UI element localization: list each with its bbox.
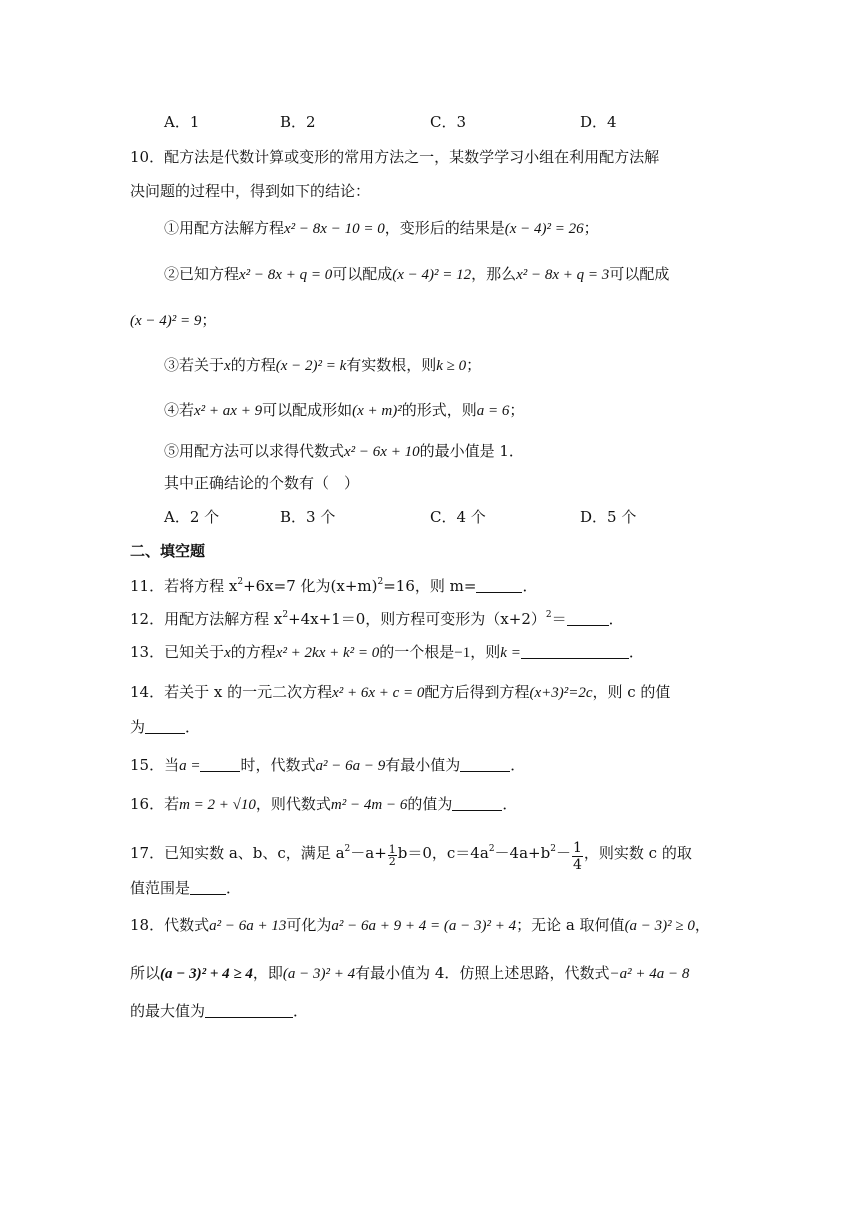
q10-conclusion-2-cont: (x − 4)² = 9；	[130, 311, 217, 329]
q10-stem-line1: 10．配方法是代数计算或变形的常用方法之一，某数学学习小组在利用配方法解	[130, 148, 660, 166]
q17-answer-blank[interactable]	[190, 880, 226, 895]
q17-cont: 值范围是 ．	[130, 879, 242, 897]
q10-option-c: C．4 个	[430, 508, 486, 526]
q10-conclusion-2: ②已知方程x² − 8x + q = 0可以配成(x − 4)² = 12，那么x² − 8x + q = 3可以配成	[164, 265, 670, 283]
fraction-half: $\frac{1}{2}$	[388, 843, 396, 868]
q18-answer-blank[interactable]	[205, 1003, 293, 1018]
q9-option-d: D．4	[580, 113, 617, 131]
fraction-quarter: $\frac{1}{4}$	[572, 840, 582, 873]
q11-answer-blank[interactable]	[476, 578, 522, 593]
q14: 14．若关于 x 的一元二次方程x² + 6x + c = 0配方后得到方程(x+3)²=2c，则 c 的值	[130, 683, 671, 701]
q9-option-c: C．3	[430, 113, 467, 131]
q10-option-b: B．3 个	[280, 508, 336, 526]
q14-answer-blank[interactable]	[145, 719, 185, 734]
q13-answer-blank[interactable]	[521, 644, 629, 659]
q10-conclusion-1: ①用配方法解方程x² − 8x − 10 = 0，变形后的结果是(x − 4)² = 26；	[164, 219, 599, 237]
q12-answer-blank[interactable]	[567, 611, 609, 626]
q11: 11．若将方程 $x^2+6x=7$ 化为$(x+m)^2=16$，则 m= ．	[130, 577, 538, 595]
q10-question: 其中正确结论的个数有（ ）	[164, 474, 360, 492]
q18-line2: 所以(a − 3)² + 4 ≥ 4，即(a − 3)² + 4有最小值为 4．仿照上述思路，代数式−a² + 4a − 8	[130, 964, 690, 982]
q9-option-a: A．1	[164, 113, 200, 131]
q10-stem-line2: 决问题的过程中，得到如下的结论：	[130, 182, 371, 200]
q10-c1-result: (x − 4)² = 26	[504, 221, 584, 237]
q18-line3: 的最大值为 ．	[130, 1002, 309, 1020]
q9-option-b: B．2	[280, 113, 316, 131]
q10-conclusion-4: ④若x² + ax + 9可以配成形如(x + m)²的形式，则a = 6；	[164, 401, 525, 419]
q18-line1: 18．代数式a² − 6a + 13可化为a² − 6a + 9 + 4 = (a − 3)² + 4；无论 a 取何值(a − 3)² ≥ 0，	[130, 916, 710, 934]
q10-option-a: A．2 个	[164, 508, 220, 526]
q14-cont: 为 ．	[130, 718, 201, 736]
q16: 16．若m = 2 + √10，则代数式m² − 4m − 6的值为 ．	[130, 795, 518, 813]
section-title: 二、填空题	[130, 542, 206, 560]
q10-c1-equation: x² − 8x − 10 = 0	[284, 221, 385, 237]
q10-option-d: D．5 个	[580, 508, 637, 526]
q15: 15．当a = 时，代数式a² − 6a − 9有最小值为 ．	[130, 756, 526, 774]
q16-answer-blank[interactable]	[452, 796, 502, 811]
q10-conclusion-3: ③若关于x的方程(x − 2)² = k有实数根，则k ≥ 0；	[164, 356, 482, 374]
q15-answer-blank-min[interactable]	[460, 757, 510, 772]
q10-conclusion-5: ⑤用配方法可以求得代数式x² − 6x + 10的最小值是 1．	[164, 442, 524, 460]
q13: 13．已知关于x的方程x² + 2kx + k² = 0的一个根是−1，则k = ．	[130, 643, 644, 661]
q15-answer-blank-a[interactable]	[200, 757, 240, 772]
q12: 12．用配方法解方程 $x^2+4x+1=0$，则方程可变形为$(x+2)^2=$ ．	[130, 610, 624, 628]
q17: 17．已知实数 a、b、c，满足 $a^2-a+$ $\frac{1}{2}$ b＝0，$c=4a^2-4a+b^2-$ $\frac{1}{4}$ ，则实数 c 的取	[130, 840, 692, 873]
